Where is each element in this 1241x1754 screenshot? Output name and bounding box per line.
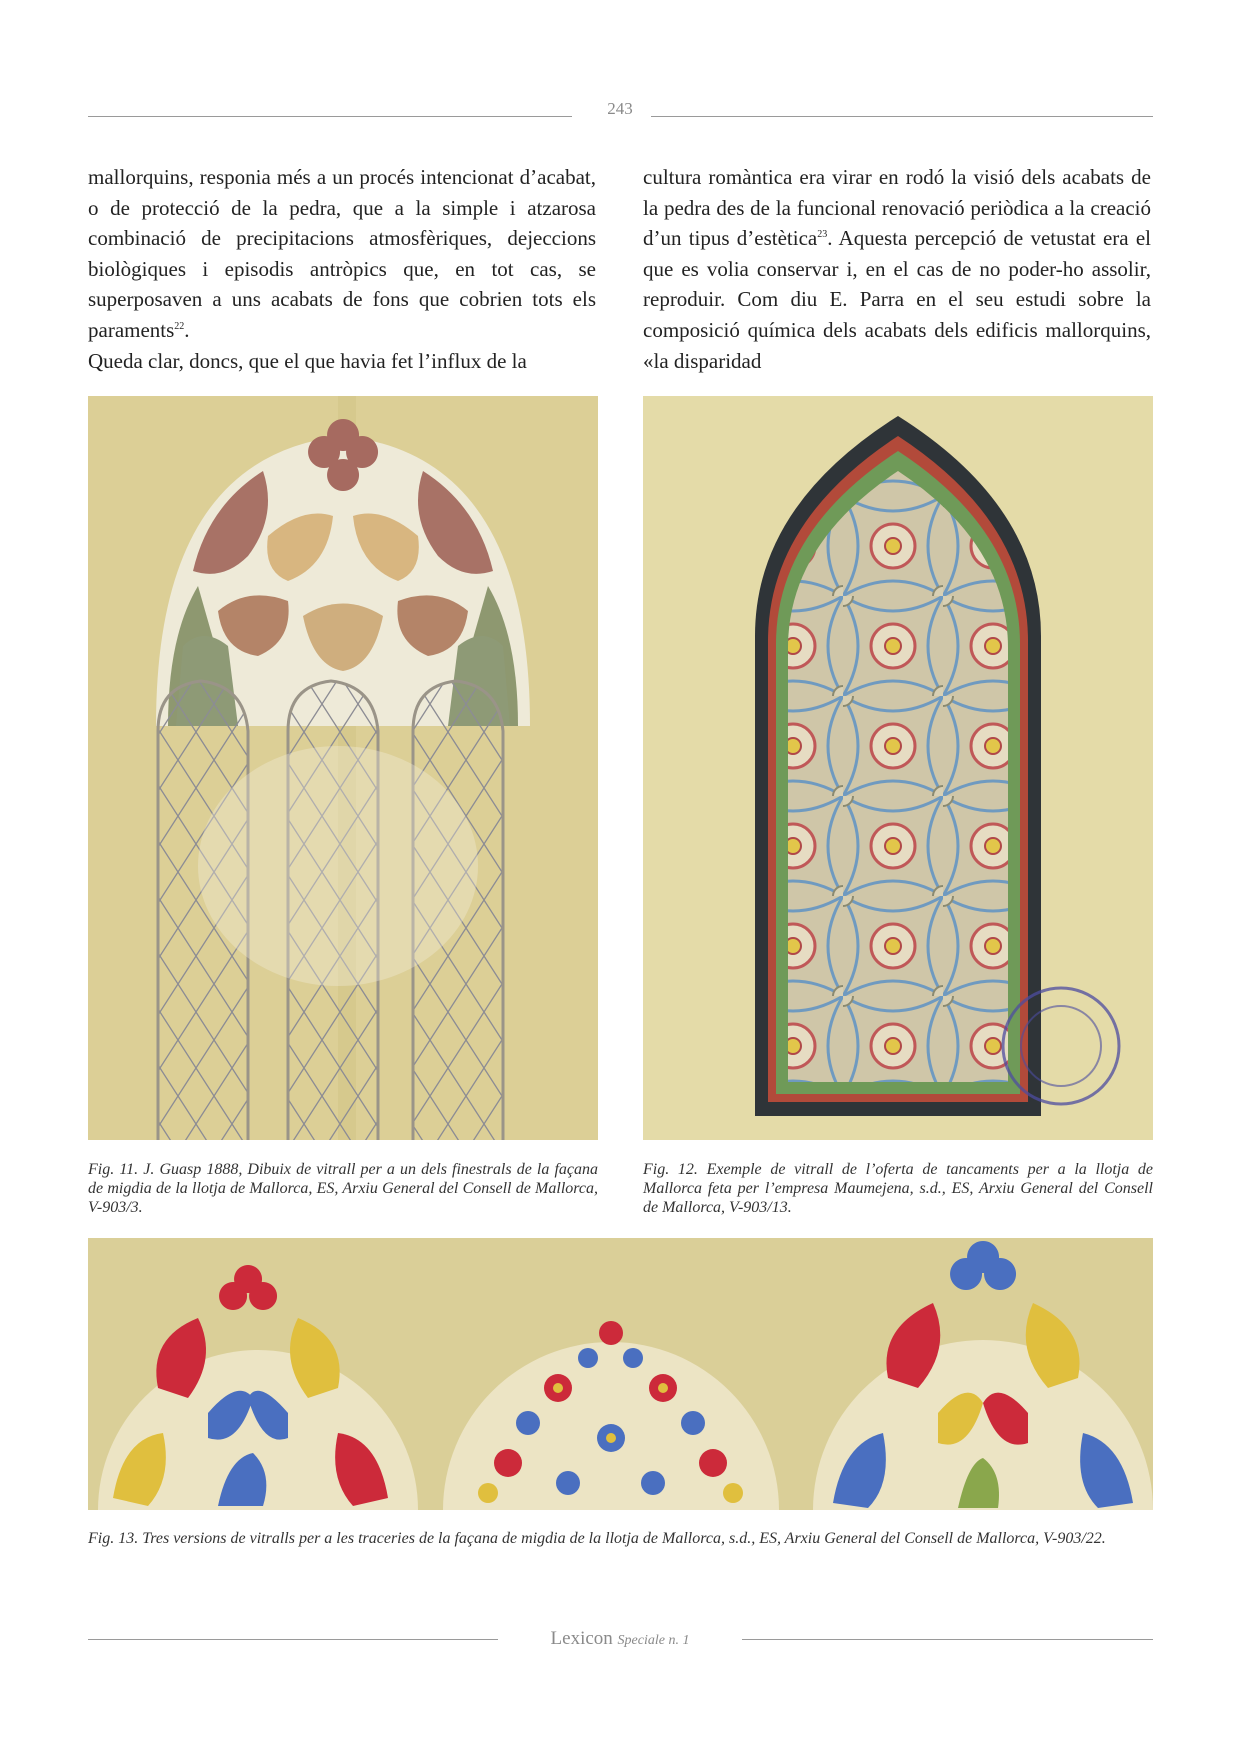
journal-issue: Speciale n. 1 xyxy=(617,1633,690,1648)
footnote-ref[interactable]: 22 xyxy=(174,320,185,332)
page-number: 243 xyxy=(607,99,633,118)
journal-name: Lexicon xyxy=(550,1628,613,1649)
figure-11-image xyxy=(88,396,598,1140)
header-rule-left xyxy=(88,116,572,117)
figure-13-caption: Fig. 13. Tres versions de vitralls per a les traceries de la façana de migdia de la llotja de Mallorca, s.d., ES, Arxiu General del Consell de Mallorca, V-903/22. xyxy=(88,1530,1106,1547)
footer-rule-right xyxy=(742,1639,1153,1640)
text-column-right xyxy=(643,162,1151,376)
figure-13-image xyxy=(88,1238,1153,1510)
paragraph: mallorquins, responia més a un procés intencionat d’acabat, o de protecció de la pedra, que a la simple i atzarosa combinació de precipitacions atmosfèriques, dejeccions biològiques i episodis antròpics que, en tot cas, se superposaven a uns acabats de fons que cobrien tots els paraments$^{22}$. xyxy=(88,165,596,342)
figure-12-caption: Fig. 12. Exemple de vitrall de l’oferta de tancaments per a la llotja de Mallorca feta per l’empresa Maumejena, s.d., ES, Arxiu General del Consell de Mallorca, V-903/13. xyxy=(643,1161,1153,1216)
gothic-window-drawing xyxy=(88,396,598,1140)
stained-glass-drawing xyxy=(643,396,1153,1140)
header-rule-right xyxy=(651,116,1153,117)
journal-footer xyxy=(500,1628,740,1650)
text-column-left xyxy=(88,162,596,376)
footer-rule-left xyxy=(88,1639,498,1640)
footnote-ref[interactable]: 23 xyxy=(817,229,828,241)
three-tracery-drawings xyxy=(88,1238,1153,1510)
paragraph: cultura romàntica era virar en rodó la visió dels acabats de la pedra des de la funcional renovació periòdica a la creació d’un tipus d’estètica$^{23}$. Aquesta percepció de vetustat era el que es volia conservar i, en el cas de no poder-ho assolir, reproduir. Com diu E. Parra en el seu estudi sobre la composició química dels acabats dels edificis mallorquins, «la disparidad xyxy=(643,165,1151,373)
figure-12-image xyxy=(643,396,1153,1140)
figure-11-caption: Fig. 11. J. Guasp 1888, Dibuix de vitrall per a un dels finestrals de la façana de migdia de la llotja de Mallorca, ES, Arxiu General del Consell de Mallorca, V-903/3. xyxy=(88,1161,598,1216)
paragraph: Queda clar, doncs, que el que havia fet l’influx de la xyxy=(88,348,527,373)
